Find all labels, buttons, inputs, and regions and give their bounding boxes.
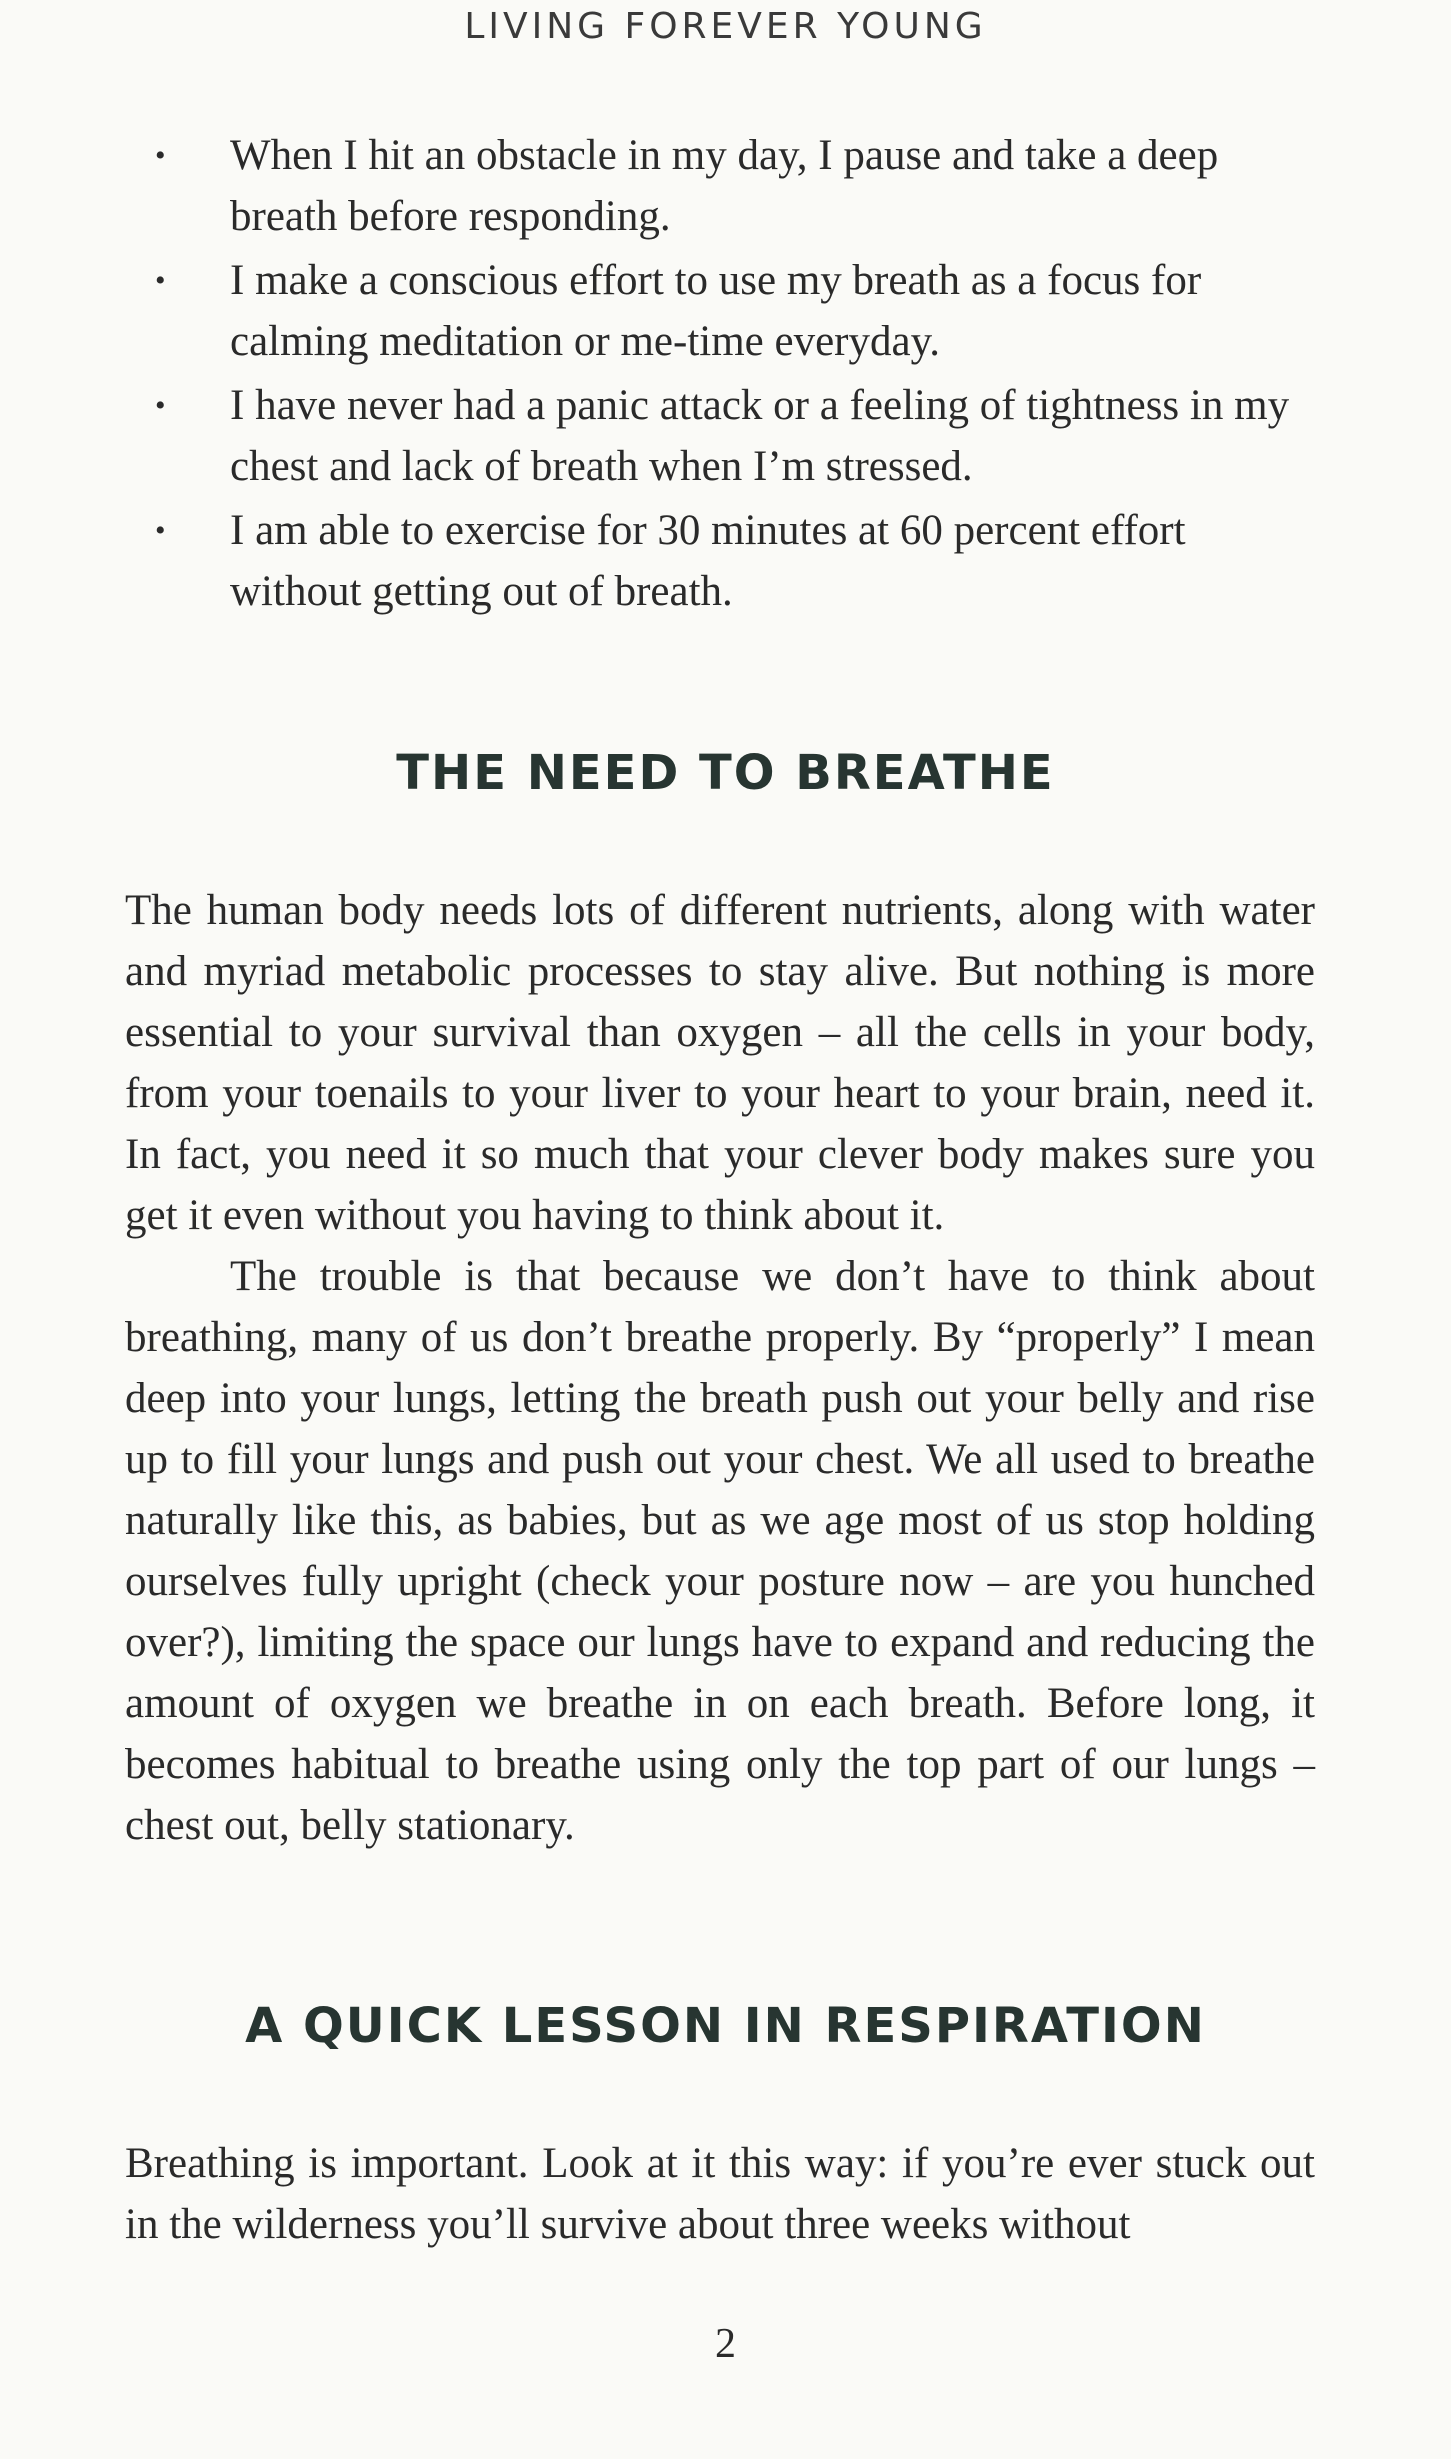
section-heading-need-to-breathe: THE NEED TO BREATHE [396, 745, 1055, 801]
list-item [150, 250, 1300, 372]
list-item [150, 375, 1300, 497]
paragraph: The trouble is that because we don’t have to think about breathing, many of us don’t breathe properly. By “properly” I mean deep into your lungs, letting the breath push out your belly and rise up to fill your lungs and push out your chest. We all used to breathe naturally like this, as babies, but as we age most of us stop holding ourselves fully upright (check your posture now – are you hunched over?), limiting the space our lungs have to expand and reducing the amount of oxygen we breathe in on each breath. Before long, it becomes habitual to breathe using only the top part of our lungs – chest out, belly stationary. [125, 1253, 1315, 1849]
page-number: 2 [715, 2321, 736, 2367]
list-item-text: I have never had a panic attack or a feeling of tightness in my chest and lack of breath when I’m stressed. [230, 382, 1290, 490]
running-head: LIVING FOREVER YOUNG [464, 6, 987, 47]
checklist [150, 125, 1300, 625]
list-item-text: I make a conscious effort to use my breath as a focus for calming meditation or me-time everyday. [230, 257, 1202, 365]
paragraph: Breathing is important. Look at it this way: if you’re ever stuck out in the wilderness you’ll survive about three weeks without [125, 2140, 1315, 2248]
bullet-icon: • [155, 139, 166, 172]
section-heading-quick-lesson: A QUICK LESSON IN RESPIRATION [245, 1998, 1206, 2054]
paragraph: The human body needs lots of different nutrients, along with water and myriad metabolic processes to stay alive. But nothing is more essential to your survival than oxygen – all the cells in your body, from your toenails to your liver to your heart to your brain, need it. In fact, you need it so much that your clever body makes sure you get it even without you having to think about it. [125, 887, 1315, 1239]
list-item [150, 125, 1300, 247]
list-item-text: I am able to exercise for 30 minutes at 60 percent effort without getting out of breath. [230, 507, 1186, 615]
bullet-icon: • [155, 264, 166, 297]
bullet-icon: • [155, 514, 166, 547]
list-item [150, 500, 1300, 622]
bullet-icon: • [155, 389, 166, 422]
list-item-text: When I hit an obstacle in my day, I pause and take a deep breath before responding. [230, 132, 1219, 240]
